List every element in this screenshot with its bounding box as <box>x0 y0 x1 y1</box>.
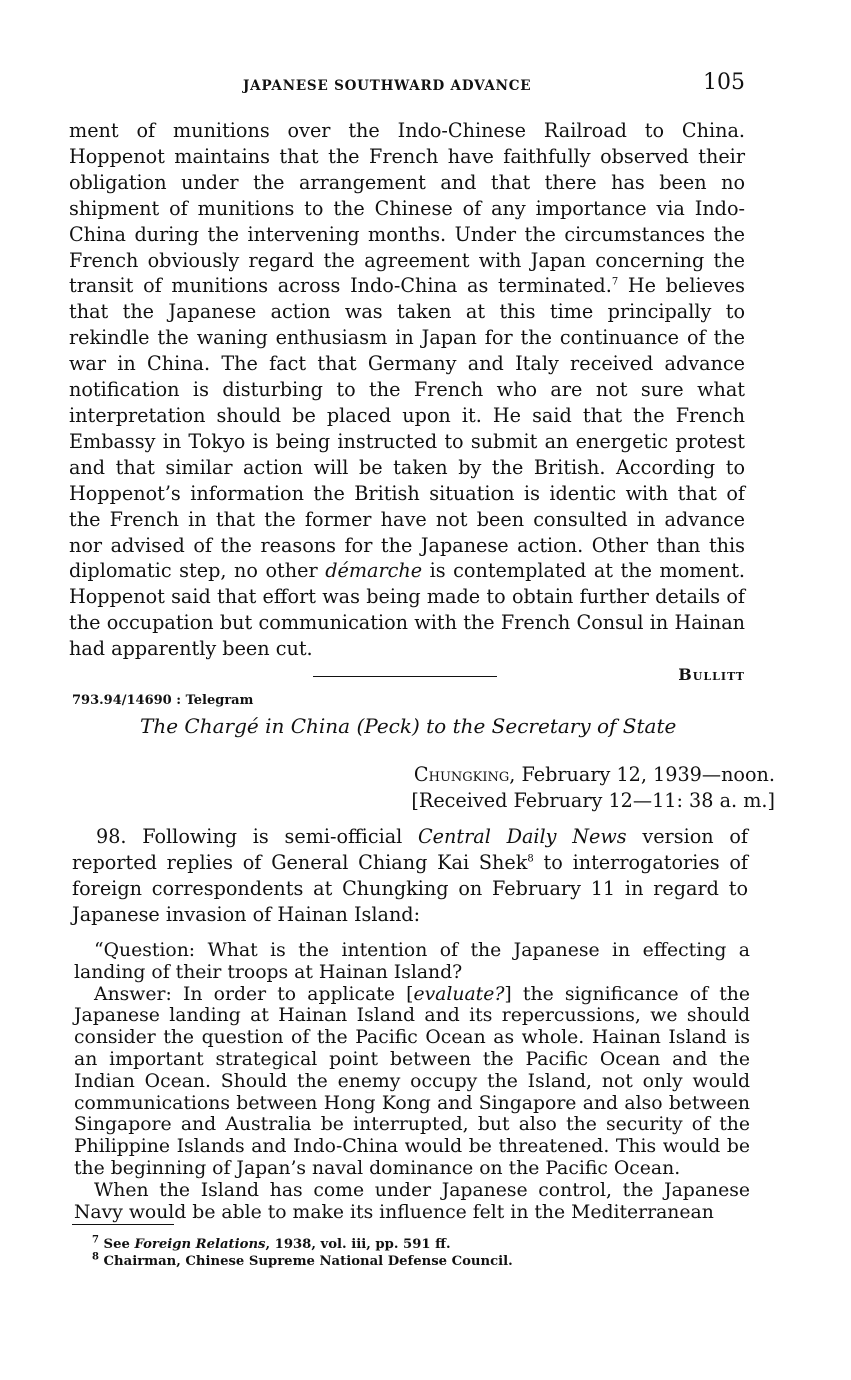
document-title: The Chargé in China (Peck) to the Secretary of State <box>140 714 677 738</box>
file-reference: 793.94/14690 : Telegram <box>72 693 254 708</box>
answer-continued: When the Island has come under Japanese control, the Japanese Navy would be able to make its influence felt in the Mediterranean <box>74 1179 750 1223</box>
quoted-interview <box>74 940 750 1223</box>
footnote-7: $^7$ See Foreign Relations, 1938, vol. iii, pp. 591 ff. <box>92 1234 451 1252</box>
section-separator <box>313 676 497 677</box>
paragraph: ment of munitions over the Indo-Chinese Railroad to China. Hoppenot maintains that the French have faithfully observed their obligation under the arrangement and that there has been no shipment of munitions to the Chinese of any importance via Indo-China during the intervening months. Under the circumstances the French obviously regard the agreement with Japan concerning the transit of munitions across Indo-China as terminated.$^7$ He believes that the Japanese action was taken at this time principally to rekindle the waning enthusiasm in Japan for the continuance of the war in China. The fact that Germany and Italy received advance notification is disturbing to the French who are not sure what interpretation should be placed upon it. He said that the French Embassy in Tokyo is being instructed to submit an energetic protest and that similar action will be taken by the British. According to Hoppenot’s information the British situation is identic with that of the French in that the former have not been consulted in advance nor advised of the reasons for the Japanese action. Other than this diplomatic step, no other démarche is contemplated at the moment. Hoppenot said that effort was being made to obtain further details of the occupation but communication with the French Consul in Hainan had apparently been cut. <box>69 119 745 661</box>
footnote-rule <box>72 1224 174 1225</box>
page-number: 105 <box>703 70 745 95</box>
dateline-place: Chungking <box>413 763 510 786</box>
footnotes <box>92 1236 513 1270</box>
footnote-marker: 7 <box>611 277 619 289</box>
question: “Question: What is the intention of the Japanese in effecting a landing of their troops at Hainan Island? <box>74 940 750 983</box>
running-head: JAPANESE SOUTHWARD ADVANCE <box>243 78 532 94</box>
received-line: [Received February 12—11: 38 a. m.] <box>411 789 775 812</box>
footnote-marker: 8 <box>527 853 534 865</box>
dateline: Chungking, February 12, 1939—noon. [Received February 12—11: 38 a. m.] <box>411 763 775 812</box>
telegram-intro: 98. Following is semi-official Central Daily News version of reported replies of General Chiang Kai Shek$^8$ to interrogatories of foreign correspondents at Chungking on February 11 in regard to Japanese invasion of Hainan Island: <box>72 825 748 926</box>
footnote-8: $^8$ Chairman, Chinese Supreme National Defense Council. <box>92 1251 513 1269</box>
signature: Bullitt <box>678 665 745 685</box>
telegram-body-continued <box>69 118 745 688</box>
answer: Answer: In order to applicate [evaluate?] the significance of the Japanese landing at Hainan Island and its repercussions, we should consider the question of the Pacific Ocean as whole. Hainan Island is an important strategical point between the Pacific Ocean and the Indian Ocean. Should the enemy occupy the Island, not only would communications between Hong Kong and Singapore and also between Singapore and Australia be interrupted, but also the security of the Philippine Islands and Indo-China would be threatened. This would be the beginning of Japan’s naval dominance on the Pacific Ocean. <box>74 983 750 1179</box>
